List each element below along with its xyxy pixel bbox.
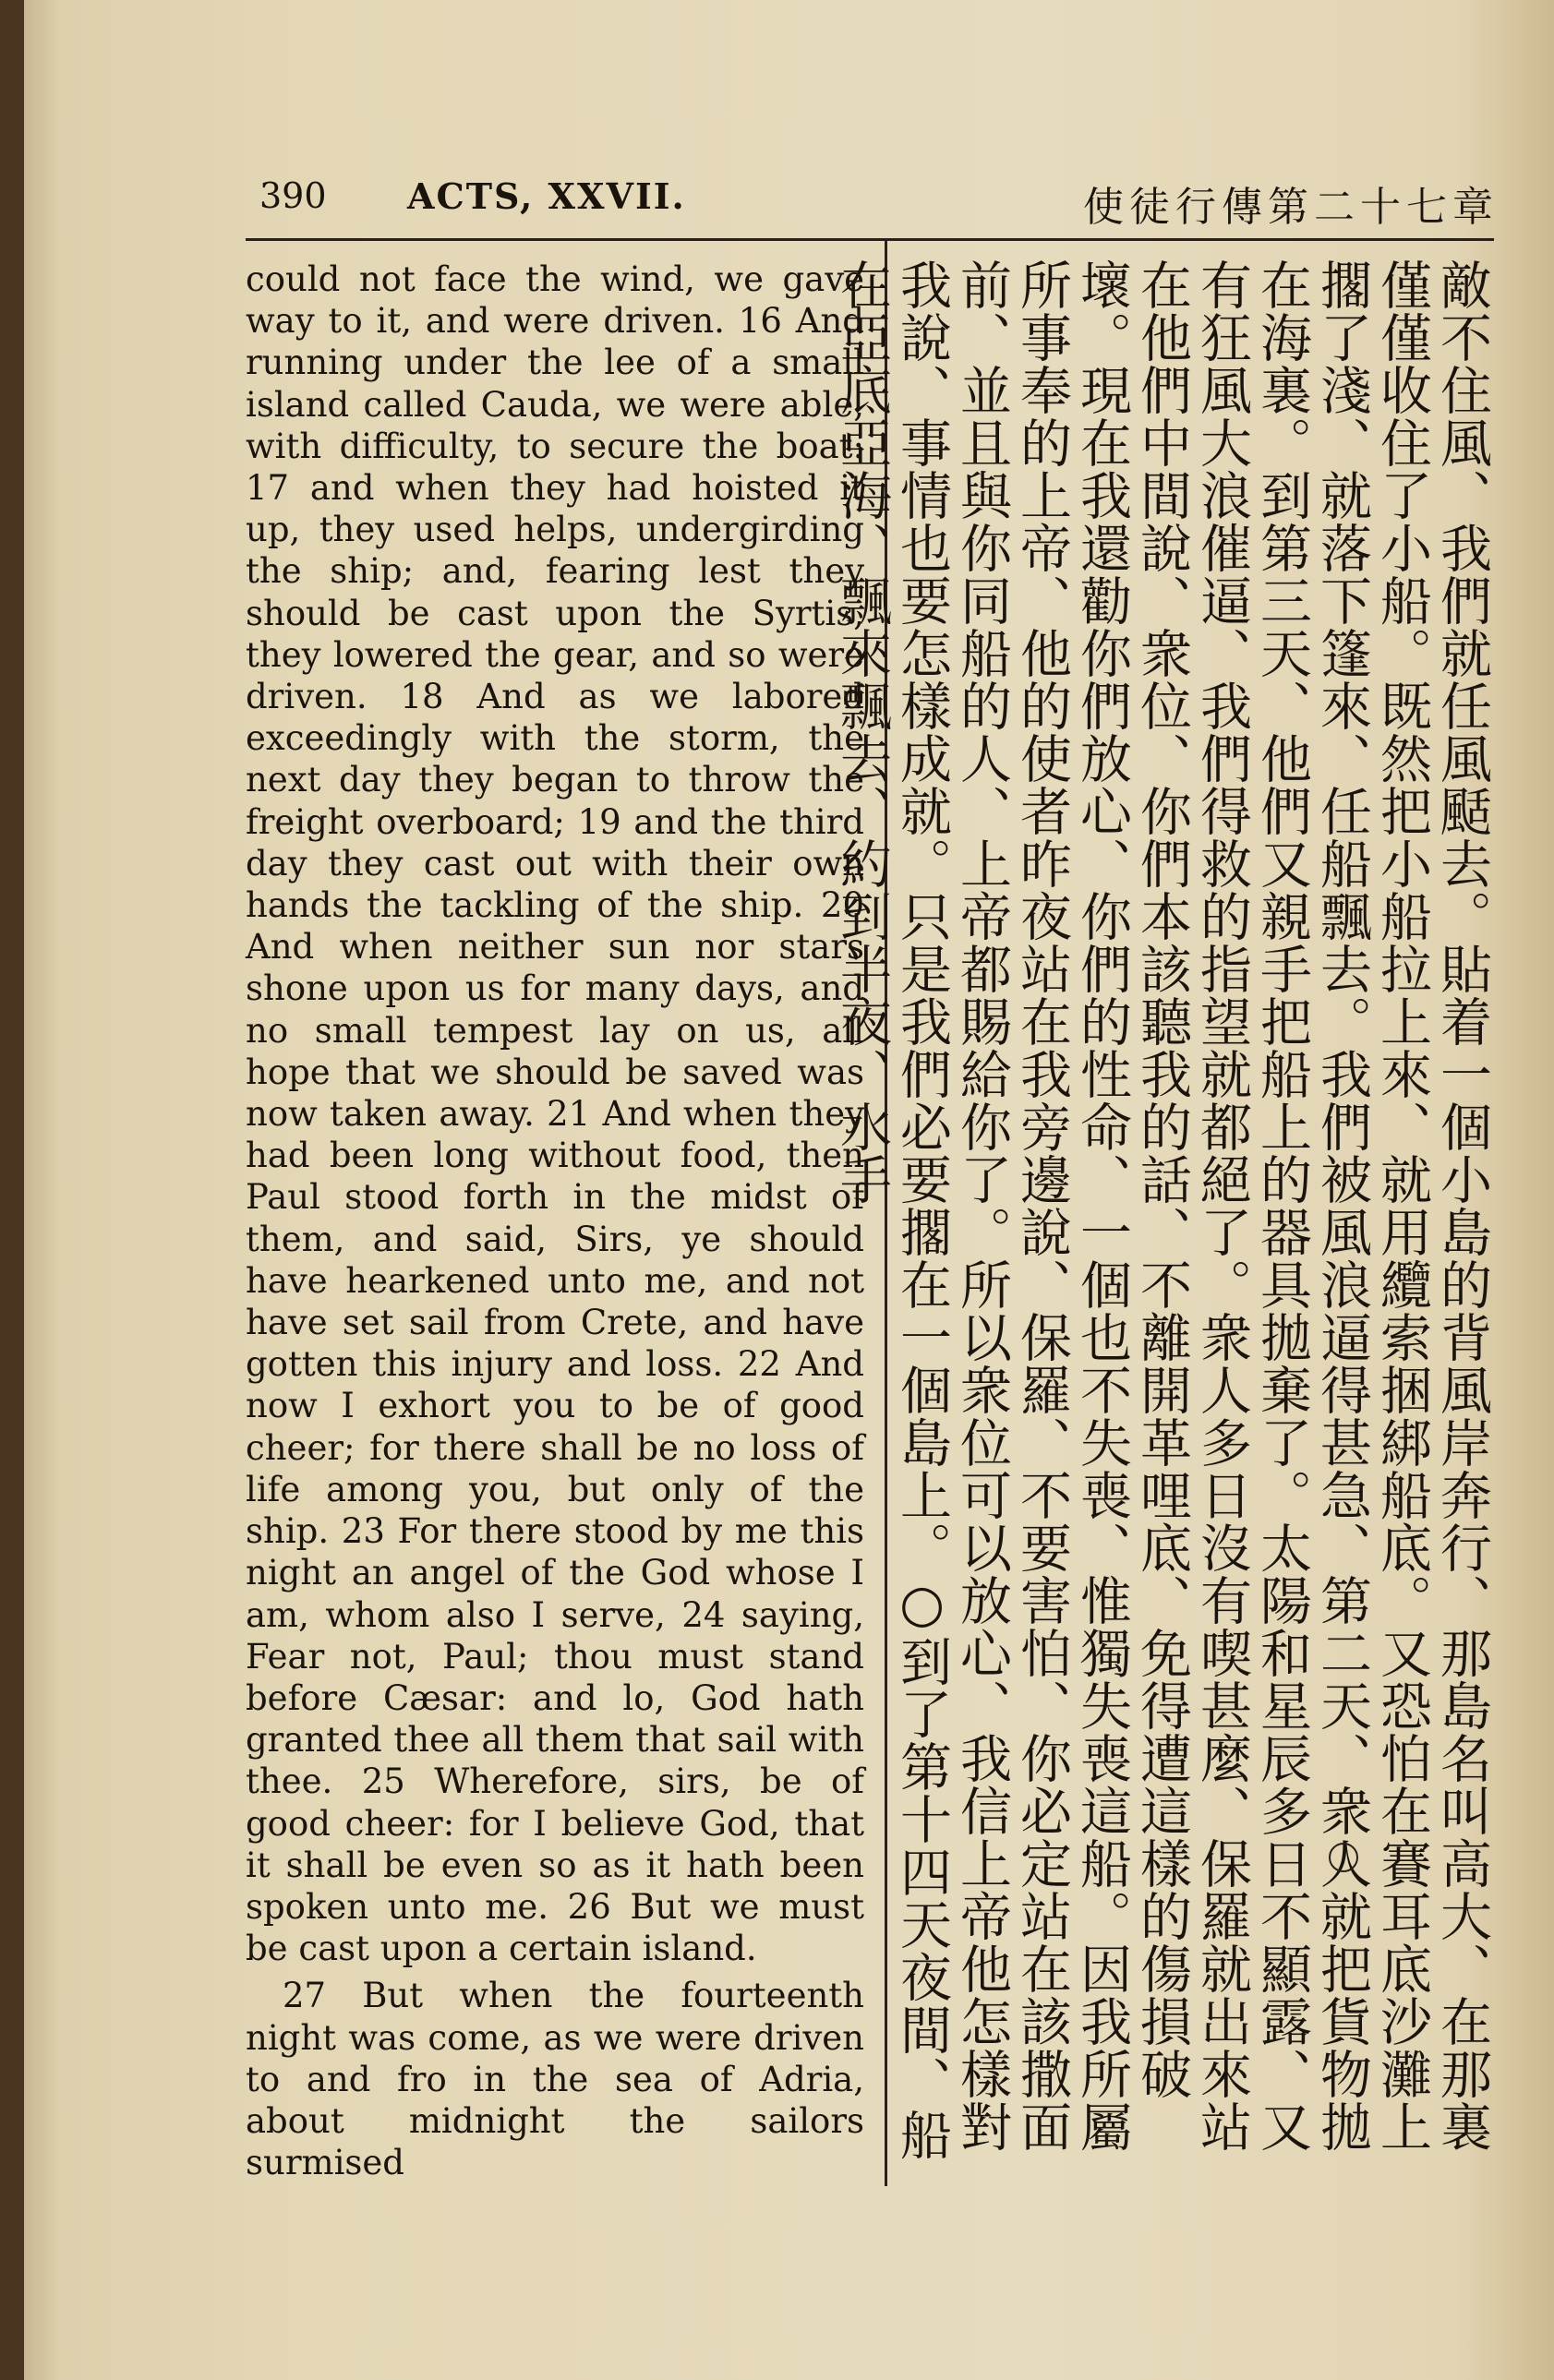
english-paragraph: could not face the wind, we gave way to it, and were driven. 16 And running under the lee of a small island called Cauda, we were able, with difficulty, to secure the boat: 17 and when they had hoisted it up, they used helps, undergirding the ship; and, fearing lest they should be cast upon the Syrtis, they lowered the gear, and so were driven. 18 And as we labored exceedingly with the storm, the next day they began to throw the freight overboard; 19 and the third day they cast out with their own hands the tackling of the ship. 20 And when neither sun nor stars shone upon us for many days, and no small tempest lay on us, all hope that we should be saved was now taken away. 21 And when they had been long without food, then Paul stood forth in the midst of them, and said, Sirs, ye should have hearkened unto me, and not have set sail from Crete, and have gotten this injury and loss. 22 And now I exhort you to be of good cheer; for there shall be no loss of life among you, but only of the ship. 23 For there stood by me this night an angel of the God whose I am, whom also I serve, 24 saying, Fear not, Paul; thou must stand before Cæsar: and lo, God hath granted thee all them that sail with thee. 25 Wherefore, sirs, be of good cheer: for I believe God, that it shall be even so as it hath been spoken unto me. 26 But we must be cast upon a certain island. [246,259,864,1969]
chinese-column: 敵不住風、我們就任風颳去。貼着一個小島的背風岸奔行、那島名叫高大、在那裏僅僅收住了小船。既然把小船拉上來、就用纜索捆綁船底。又恐怕在賽耳底沙灘上擱了淺、就落下篷來、任船飄去。我們被風浪逼得甚急、第二天、衆人就把貨物拋在海裏。到第三天、他們又親手把船上的器具拋棄了。太陽和星辰多日不顯露、又有狂風大浪催逼、我們得救的指望就都絕了。衆人多日沒有喫甚麼、保羅就出來站在他們中間說、衆位、你們本該聽我的話、不離開革哩底、免得遭這樣的傷損破壞。現在我還勸你們放心、你們的性命、一個也不失喪、惟獨失喪這船。因我所屬所事奉的上帝、他的使者昨夜站在我旁邊說、保羅、不要害怕、你必定站在該撒面前、並且與你同船的人、上帝都賜給你了。所以衆位可以放心、我信上帝他怎樣對我說、事情也要怎樣成就。只是我們必要擱在一個島上。○到了第十四天夜間、船在亞底亞海、飄來飄去、約到半夜、水手 [832,258,1492,2161]
header-rule [246,238,1494,241]
ink-mark [1329,1843,1358,1872]
book-page [24,0,1554,2380]
english-column [246,258,864,2354]
book-chapter-title: ACTS, XXVII. [407,175,686,217]
page-number: 390 [259,175,327,216]
english-paragraph: 27 But when the fourteenth night was come, as we were driven to and fro in the sea of Adria, about midnight the sailors surmised [246,1976,864,2183]
chinese-chapter-title: 使徒行傳第二十七章 [1083,184,1499,231]
page-header [259,175,1499,231]
